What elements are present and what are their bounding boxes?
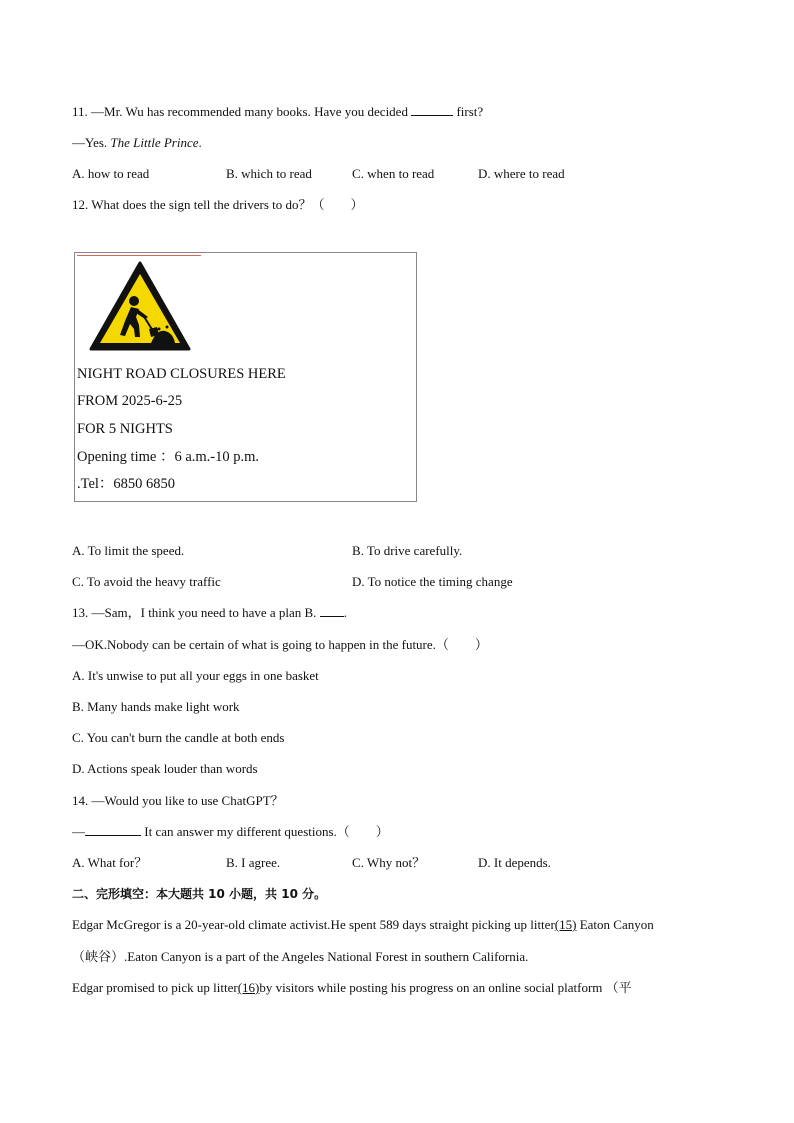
q11-option-d: D. where to read — [478, 166, 565, 181]
section-heading: 二、完形填空：本大题共 10 小题，共 10 分。 — [72, 887, 327, 901]
q12-option-d: D. To notice the timing change — [352, 574, 513, 589]
q13-option-d: D. Actions speak louder than words — [72, 761, 258, 776]
q14-blank — [85, 823, 141, 836]
road-sign-image — [74, 252, 417, 502]
sign-line-4: Opening time ：6 a.m.-10 p.m. — [77, 449, 260, 465]
q13-option-a: A. It's unwise to put all your eggs in one basket — [72, 668, 319, 683]
q12-stem: 12. What does the sign tell the drivers to do？（ ） — [72, 197, 364, 212]
road-work-warning-icon — [87, 259, 193, 355]
blank-16[interactable]: (16) — [237, 980, 260, 995]
blank-15[interactable]: (15) — [554, 917, 577, 932]
q14-option-a: A. What for？ — [72, 855, 148, 870]
q12-option-b: B. To drive carefully. — [352, 543, 463, 558]
q11-stem: 11. —Mr. Wu has recommended many books. Have you decided first? — [72, 104, 484, 119]
book-title: The Little Prince — [110, 135, 199, 150]
q14-option-c: C. Why not？ — [352, 855, 426, 870]
decorative-line — [77, 255, 201, 256]
q11-option-c: C. when to read — [352, 166, 435, 181]
q14-option-d: D. It depends. — [478, 855, 551, 870]
q11-option-b: B. which to read — [226, 166, 312, 181]
q14-stem: 14. —Would you like to use ChatGPT？ — [72, 793, 284, 808]
q11-blank — [411, 103, 453, 116]
q14-reply: — It can answer my different questions.（ ） — [72, 824, 389, 839]
sign-line-5: .Tel：6850 6850 — [77, 476, 176, 492]
q11-option-a: A. how to read — [72, 166, 150, 181]
passage-line-1: Edgar McGregor is a 20-year-old climate activist.He spent 589 days straight picking up litter(15) Eaton Canyon — [72, 917, 654, 932]
q12-option-c: C. To avoid the heavy traffic — [72, 574, 221, 589]
q14-option-b: B. I agree. — [226, 855, 281, 870]
sign-line-2: FROM 2025-6-25 — [77, 393, 183, 409]
q13-option-b: B. Many hands make light work — [72, 699, 240, 714]
q12-option-a: A. To limit the speed. — [72, 543, 185, 558]
q13-option-c: C. You can't burn the candle at both ends — [72, 730, 285, 745]
sign-line-3: FOR 5 NIGHTS — [77, 421, 173, 437]
sign-line-1: NIGHT ROAD CLOSURES HERE — [77, 366, 286, 382]
q13-reply: —OK.Nobody can be certain of what is going to happen in the future.（ ） — [72, 637, 488, 652]
q13-blank — [320, 604, 344, 617]
q13-stem: 13. —Sam，I think you need to have a plan B. . — [72, 605, 347, 620]
passage-line-3: Edgar promised to pick up litter(16)by visitors while posting his progress on an online social platform （平 — [72, 980, 632, 995]
passage-line-2: （峡谷）.Eaton Canyon is a part of the Angeles National Forest in southern California. — [72, 949, 529, 964]
q11-answer: —Yes. The Little Prince. — [72, 135, 202, 150]
